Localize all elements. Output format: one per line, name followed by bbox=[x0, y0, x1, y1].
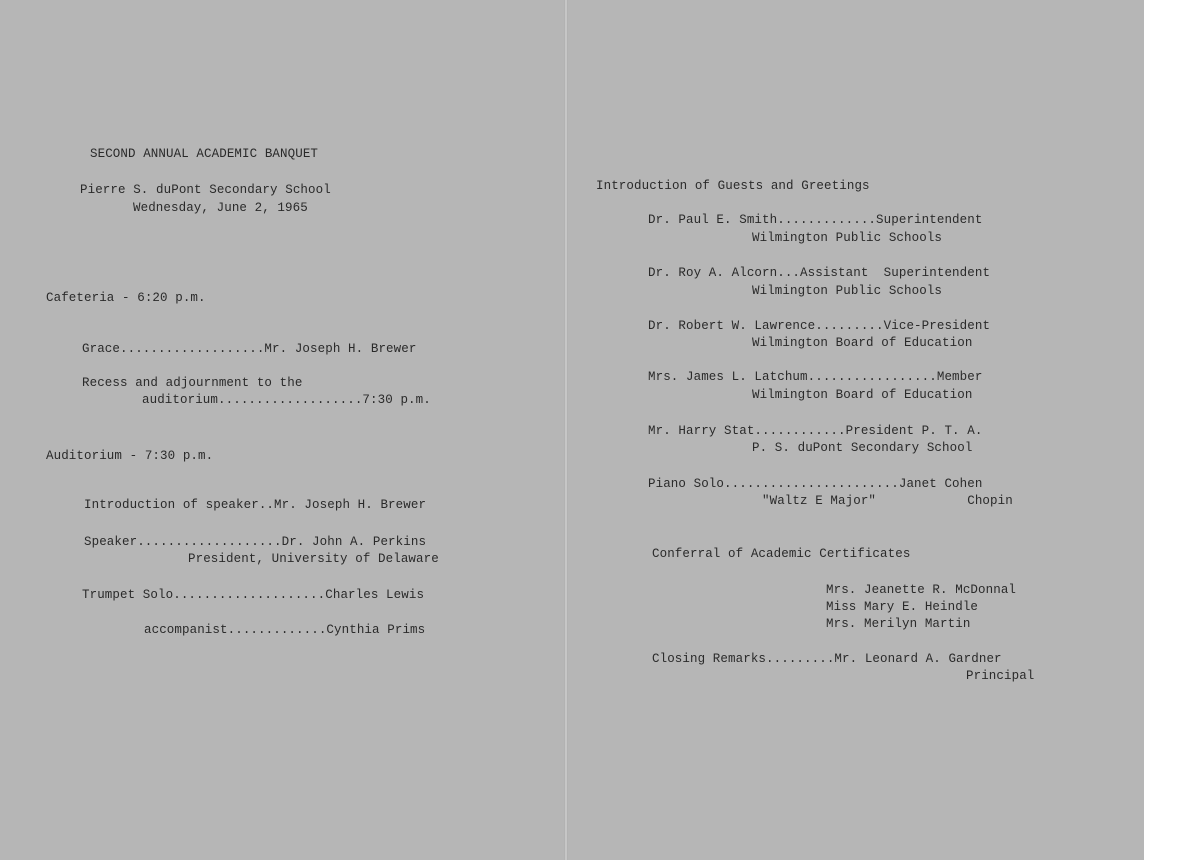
banquet-date: Wednesday, June 2, 1965 bbox=[133, 201, 308, 215]
certificate-name-2: Miss Mary E. Heindle bbox=[826, 600, 979, 614]
piano-solo-line-2: "Waltz E Major" Chopin bbox=[762, 494, 1013, 508]
banquet-title: SECOND ANNUAL ACADEMIC BANQUET bbox=[90, 147, 319, 161]
auditorium-heading: Auditorium - 7:30 p.m. bbox=[46, 449, 214, 463]
speaker-line-1: Speaker...................Dr. John A. Perkins bbox=[84, 535, 427, 549]
guest-3-line-1: Dr. Robert W. Lawrence.........Vice-President bbox=[648, 319, 991, 333]
intro-speaker-line: Introduction of speaker..Mr. Joseph H. Brewer bbox=[84, 498, 427, 512]
center-fold bbox=[564, 0, 568, 860]
certificate-name-3: Mrs. Merilyn Martin bbox=[826, 617, 971, 631]
piano-solo-line-1: Piano Solo.......................Janet Cohen bbox=[648, 477, 983, 491]
recess-line-1: Recess and adjournment to the bbox=[82, 376, 303, 390]
guest-4-line-1: Mrs. James L. Latchum.................Member bbox=[648, 370, 983, 384]
conferral-heading: Conferral of Academic Certificates bbox=[652, 547, 911, 561]
accompanist-line: accompanist.............Cynthia Prims bbox=[144, 623, 426, 637]
recess-line-2: auditorium...................7:30 p.m. bbox=[142, 393, 431, 407]
guest-2-line-1: Dr. Roy A. Alcorn...Assistant Superintendent bbox=[648, 266, 991, 280]
closing-title: Principal bbox=[966, 669, 1035, 683]
guest-2-line-2: Wilmington Public Schools bbox=[752, 284, 943, 298]
closing-remarks-line: Closing Remarks.........Mr. Leonard A. Gardner bbox=[652, 652, 1002, 666]
cafeteria-heading: Cafeteria - 6:20 p.m. bbox=[46, 291, 206, 305]
grace-line: Grace...................Mr. Joseph H. Brewer bbox=[82, 342, 417, 356]
guest-5-line-2: P. S. duPont Secondary School bbox=[752, 441, 973, 455]
guest-5-line-1: Mr. Harry Stat............President P. T. A. bbox=[648, 424, 983, 438]
guest-1-line-2: Wilmington Public Schools bbox=[752, 231, 943, 245]
intro-guests-heading: Introduction of Guests and Greetings bbox=[596, 179, 870, 193]
guest-3-line-2: Wilmington Board of Education bbox=[752, 336, 973, 350]
guest-4-line-2: Wilmington Board of Education bbox=[752, 388, 973, 402]
speaker-line-2: President, University of Delaware bbox=[188, 552, 439, 566]
certificate-name-1: Mrs. Jeanette R. McDonnal bbox=[826, 583, 1017, 597]
school-name: Pierre S. duPont Secondary School bbox=[80, 183, 331, 197]
trumpet-line: Trumpet Solo....................Charles Lewis bbox=[82, 588, 425, 602]
guest-1-line-1: Dr. Paul E. Smith.............Superintendent bbox=[648, 213, 983, 227]
